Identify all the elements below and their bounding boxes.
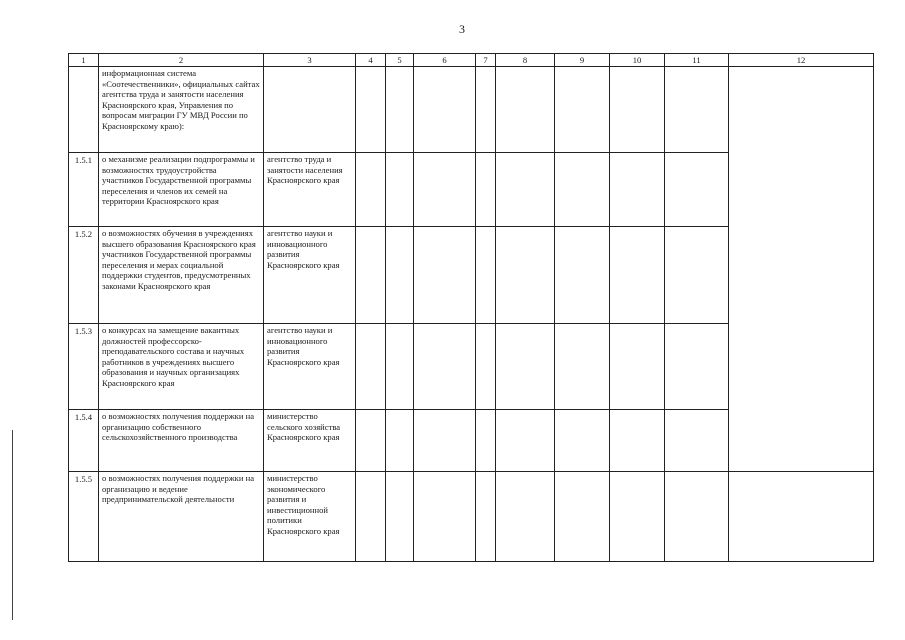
table-row (69, 67, 874, 153)
column-header: 3 (264, 54, 356, 67)
empty-cell (665, 472, 729, 562)
empty-cell (496, 410, 555, 472)
empty-cell (386, 324, 414, 410)
empty-cell (356, 324, 386, 410)
table-row (69, 472, 874, 562)
empty-cell (665, 410, 729, 472)
executor-text: агентство труда и занятости населения Красноярского края (264, 153, 356, 227)
empty-cell (356, 67, 386, 153)
row-number: 1.5.2 (69, 227, 99, 324)
column-header: 11 (665, 54, 729, 67)
empty-cell (414, 472, 476, 562)
executor-text (264, 67, 356, 153)
empty-cell (496, 153, 555, 227)
executor-text: агентство науки и инновационного развития Красноярского края (264, 227, 356, 324)
measure-text: о возможностях обучения в учреждениях высшего образования Красноярского края участников Государственной программы переселения и мерах социальной поддержки студентов, предусмотренных законами Красноярского края (99, 227, 264, 324)
empty-cell (386, 227, 414, 324)
measure-text: о механизме реализации подпрограммы и возможностях трудоустройства участников Государственной программы переселения и членов их семей на территории Красноярского края (99, 153, 264, 227)
executor-text: агентство науки и инновационного развития Красноярского края (264, 324, 356, 410)
empty-cell (414, 153, 476, 227)
empty-cell (610, 324, 665, 410)
empty-cell (414, 410, 476, 472)
empty-cell (555, 67, 610, 153)
page-number: 3 (459, 22, 465, 36)
empty-cell (476, 227, 496, 324)
empty-cell (496, 67, 555, 153)
empty-cell (386, 153, 414, 227)
empty-cell (476, 153, 496, 227)
empty-cell (386, 472, 414, 562)
empty-cell (496, 324, 555, 410)
empty-cell (496, 472, 555, 562)
empty-cell (496, 227, 555, 324)
measure-text: информационная система «Соотечественники», официальных сайтах агентства труда и занятости населения Красноярского края, Управления по вопросам миграции ГУ МВД России по Красноярскому краю): (99, 67, 264, 153)
row-number: 1.5.4 (69, 410, 99, 472)
executor-text: министерство экономического развития и инвестиционной политики Красноярского края (264, 472, 356, 562)
column-header: 4 (356, 54, 386, 67)
column-header: 9 (555, 54, 610, 67)
column-header: 2 (99, 54, 264, 67)
empty-cell (729, 472, 874, 562)
margin-line (12, 430, 13, 620)
empty-cell (555, 227, 610, 324)
empty-cell (476, 472, 496, 562)
empty-cell (476, 67, 496, 153)
column-12-cell (729, 67, 874, 472)
empty-cell (555, 410, 610, 472)
column-number-row (69, 54, 874, 67)
empty-cell (414, 227, 476, 324)
row-number: 1.5.1 (69, 153, 99, 227)
empty-cell (610, 67, 665, 153)
empty-cell (610, 227, 665, 324)
empty-cell (555, 472, 610, 562)
empty-cell (665, 67, 729, 153)
column-header: 6 (414, 54, 476, 67)
empty-cell (414, 324, 476, 410)
empty-cell (665, 227, 729, 324)
empty-cell (665, 324, 729, 410)
row-number: 1.5.5 (69, 472, 99, 562)
empty-cell (665, 153, 729, 227)
column-header: 1 (69, 54, 99, 67)
column-header: 7 (476, 54, 496, 67)
executor-text: министерство сельского хозяйства Красноярского края (264, 410, 356, 472)
measure-text: о возможностях получения поддержки на организацию собственного сельскохозяйственного производства (99, 410, 264, 472)
empty-cell (610, 153, 665, 227)
empty-cell (414, 67, 476, 153)
empty-cell (356, 227, 386, 324)
empty-cell (610, 410, 665, 472)
measures-table (68, 53, 874, 562)
measure-text: о возможностях получения поддержки на организацию и ведение предпринимательской деятельности (99, 472, 264, 562)
empty-cell (610, 472, 665, 562)
column-header: 12 (729, 54, 874, 67)
empty-cell (356, 410, 386, 472)
column-header: 5 (386, 54, 414, 67)
row-number (69, 67, 99, 153)
empty-cell (386, 67, 414, 153)
column-header: 8 (496, 54, 555, 67)
measure-text: о конкурсах на замещение вакантных должностей профессорско-преподавательского состава и научных работников в учреждениях высшего образования и научных организациях Красноярского края (99, 324, 264, 410)
empty-cell (555, 153, 610, 227)
empty-cell (356, 153, 386, 227)
empty-cell (386, 410, 414, 472)
empty-cell (476, 324, 496, 410)
empty-cell (476, 410, 496, 472)
empty-cell (356, 472, 386, 562)
empty-cell (555, 324, 610, 410)
column-header: 10 (610, 54, 665, 67)
row-number: 1.5.3 (69, 324, 99, 410)
